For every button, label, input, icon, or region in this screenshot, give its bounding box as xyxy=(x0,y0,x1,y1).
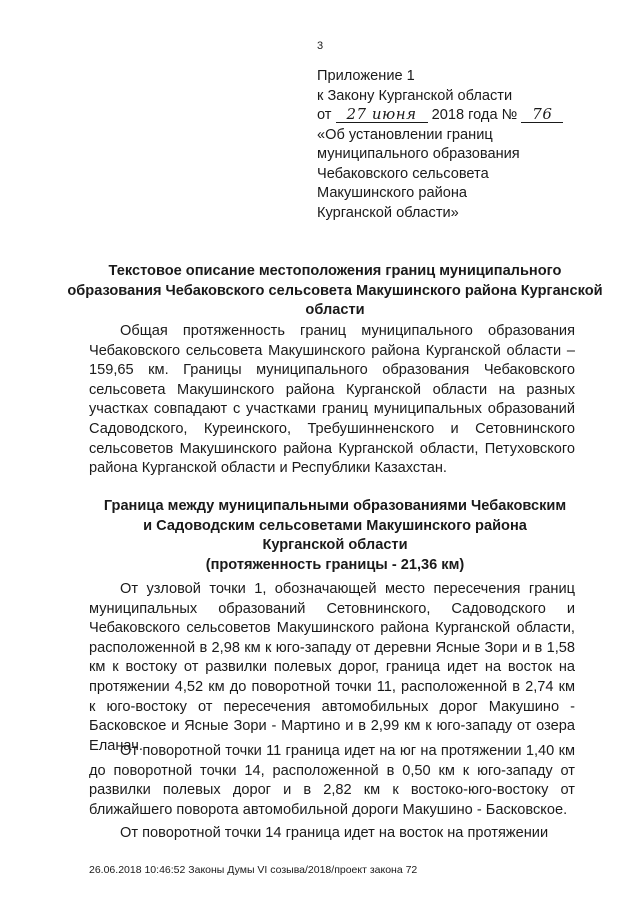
appendix-law-title-1: «Об установлении границ xyxy=(317,126,493,143)
appendix-title: Приложение 1 xyxy=(317,68,415,84)
paragraph-point-11: От поворотной точки 11 граница идет на юг на протяжении 1,40 км до поворотной точки 14, расположенной в 0,50 км к юго-западу от развилки полевых дорог и в 2,82 км к востоко-юго-востоку от ближайшего поворота автомобильной дороги Макушино - Басковское. xyxy=(89,743,575,818)
appendix-law-title-4: Макушинского района xyxy=(317,185,468,201)
paragraph-point-14: От поворотной точки 14 граница идет на восток на протяжении xyxy=(120,825,549,841)
appendix-law-title-2: муниципального образования xyxy=(317,146,520,162)
border-heading-length: (протяженность границы - 21,36 км) xyxy=(205,556,465,573)
document-footer: 26.06.2018 10:46:52 Законы Думы VI созыва/2018/проект закона 72 xyxy=(89,864,418,876)
year-text: 2018 года № xyxy=(431,107,518,123)
page-number: 3 xyxy=(316,40,324,52)
appendix-block xyxy=(317,67,617,223)
appendix-law-title-5: Курганской области» xyxy=(317,204,459,221)
section-heading-border xyxy=(60,497,610,575)
border-heading-line-1: Граница между муниципальными образованиями Чебаковским xyxy=(103,498,567,514)
paragraph-point-1: От узловой точки 1, обозначающей место пересечения границ муниципальных образований Сетовнинского, Садоводского и Чебаковского сельсоветов Макушинского района Курганской области, расположенной в 2,98 км к юго-западу от деревни Ясные Зори и в 1,58 км к востоку от развилки полевых дорог, граница идет на восток на протяжении 4,52 км до поворотной точки 11, расположенной в 2,74 км к юго-востоку от пересечения автомобильных дорог Макушино - Басковское и Ясные Зори - Мартино и в 2,99 км к юго-западу от озера Еланач. xyxy=(89,581,575,754)
appendix-law-title-3: Чебаковского сельсовета xyxy=(317,165,489,182)
appendix-date-line xyxy=(317,106,617,126)
border-heading-line-3: Курганской области xyxy=(262,537,408,553)
border-heading-line-2: и Садоводским сельсоветами Макушинского района xyxy=(143,517,527,534)
section-heading-description: Текстовое описание местоположения границ муниципального образования Чебаковского сельсовета Макушинского района Курганской области xyxy=(67,263,603,318)
paragraph-total-length: Общая протяженность границ муниципального образования Чебаковского сельсовета Макушинского района Курганской области – 159,65 км. Границы муниципального образования Чебаковского сельсовета Макушинского района Курганской области на разных участках совпадают с участками границ муниципальных образований Садоводского, Куреинского, Требушинненского и Сетовнинского сельсоветов Макушинского района Курганской области, Петуховского района Курганской области и Республики Казахстан. xyxy=(89,323,575,477)
date-prefix: от xyxy=(317,107,332,123)
appendix-law-ref: к Закону Курганской области xyxy=(317,87,513,104)
handwritten-law-number: 76 xyxy=(521,106,563,123)
handwritten-date: 27 июня xyxy=(336,106,428,123)
